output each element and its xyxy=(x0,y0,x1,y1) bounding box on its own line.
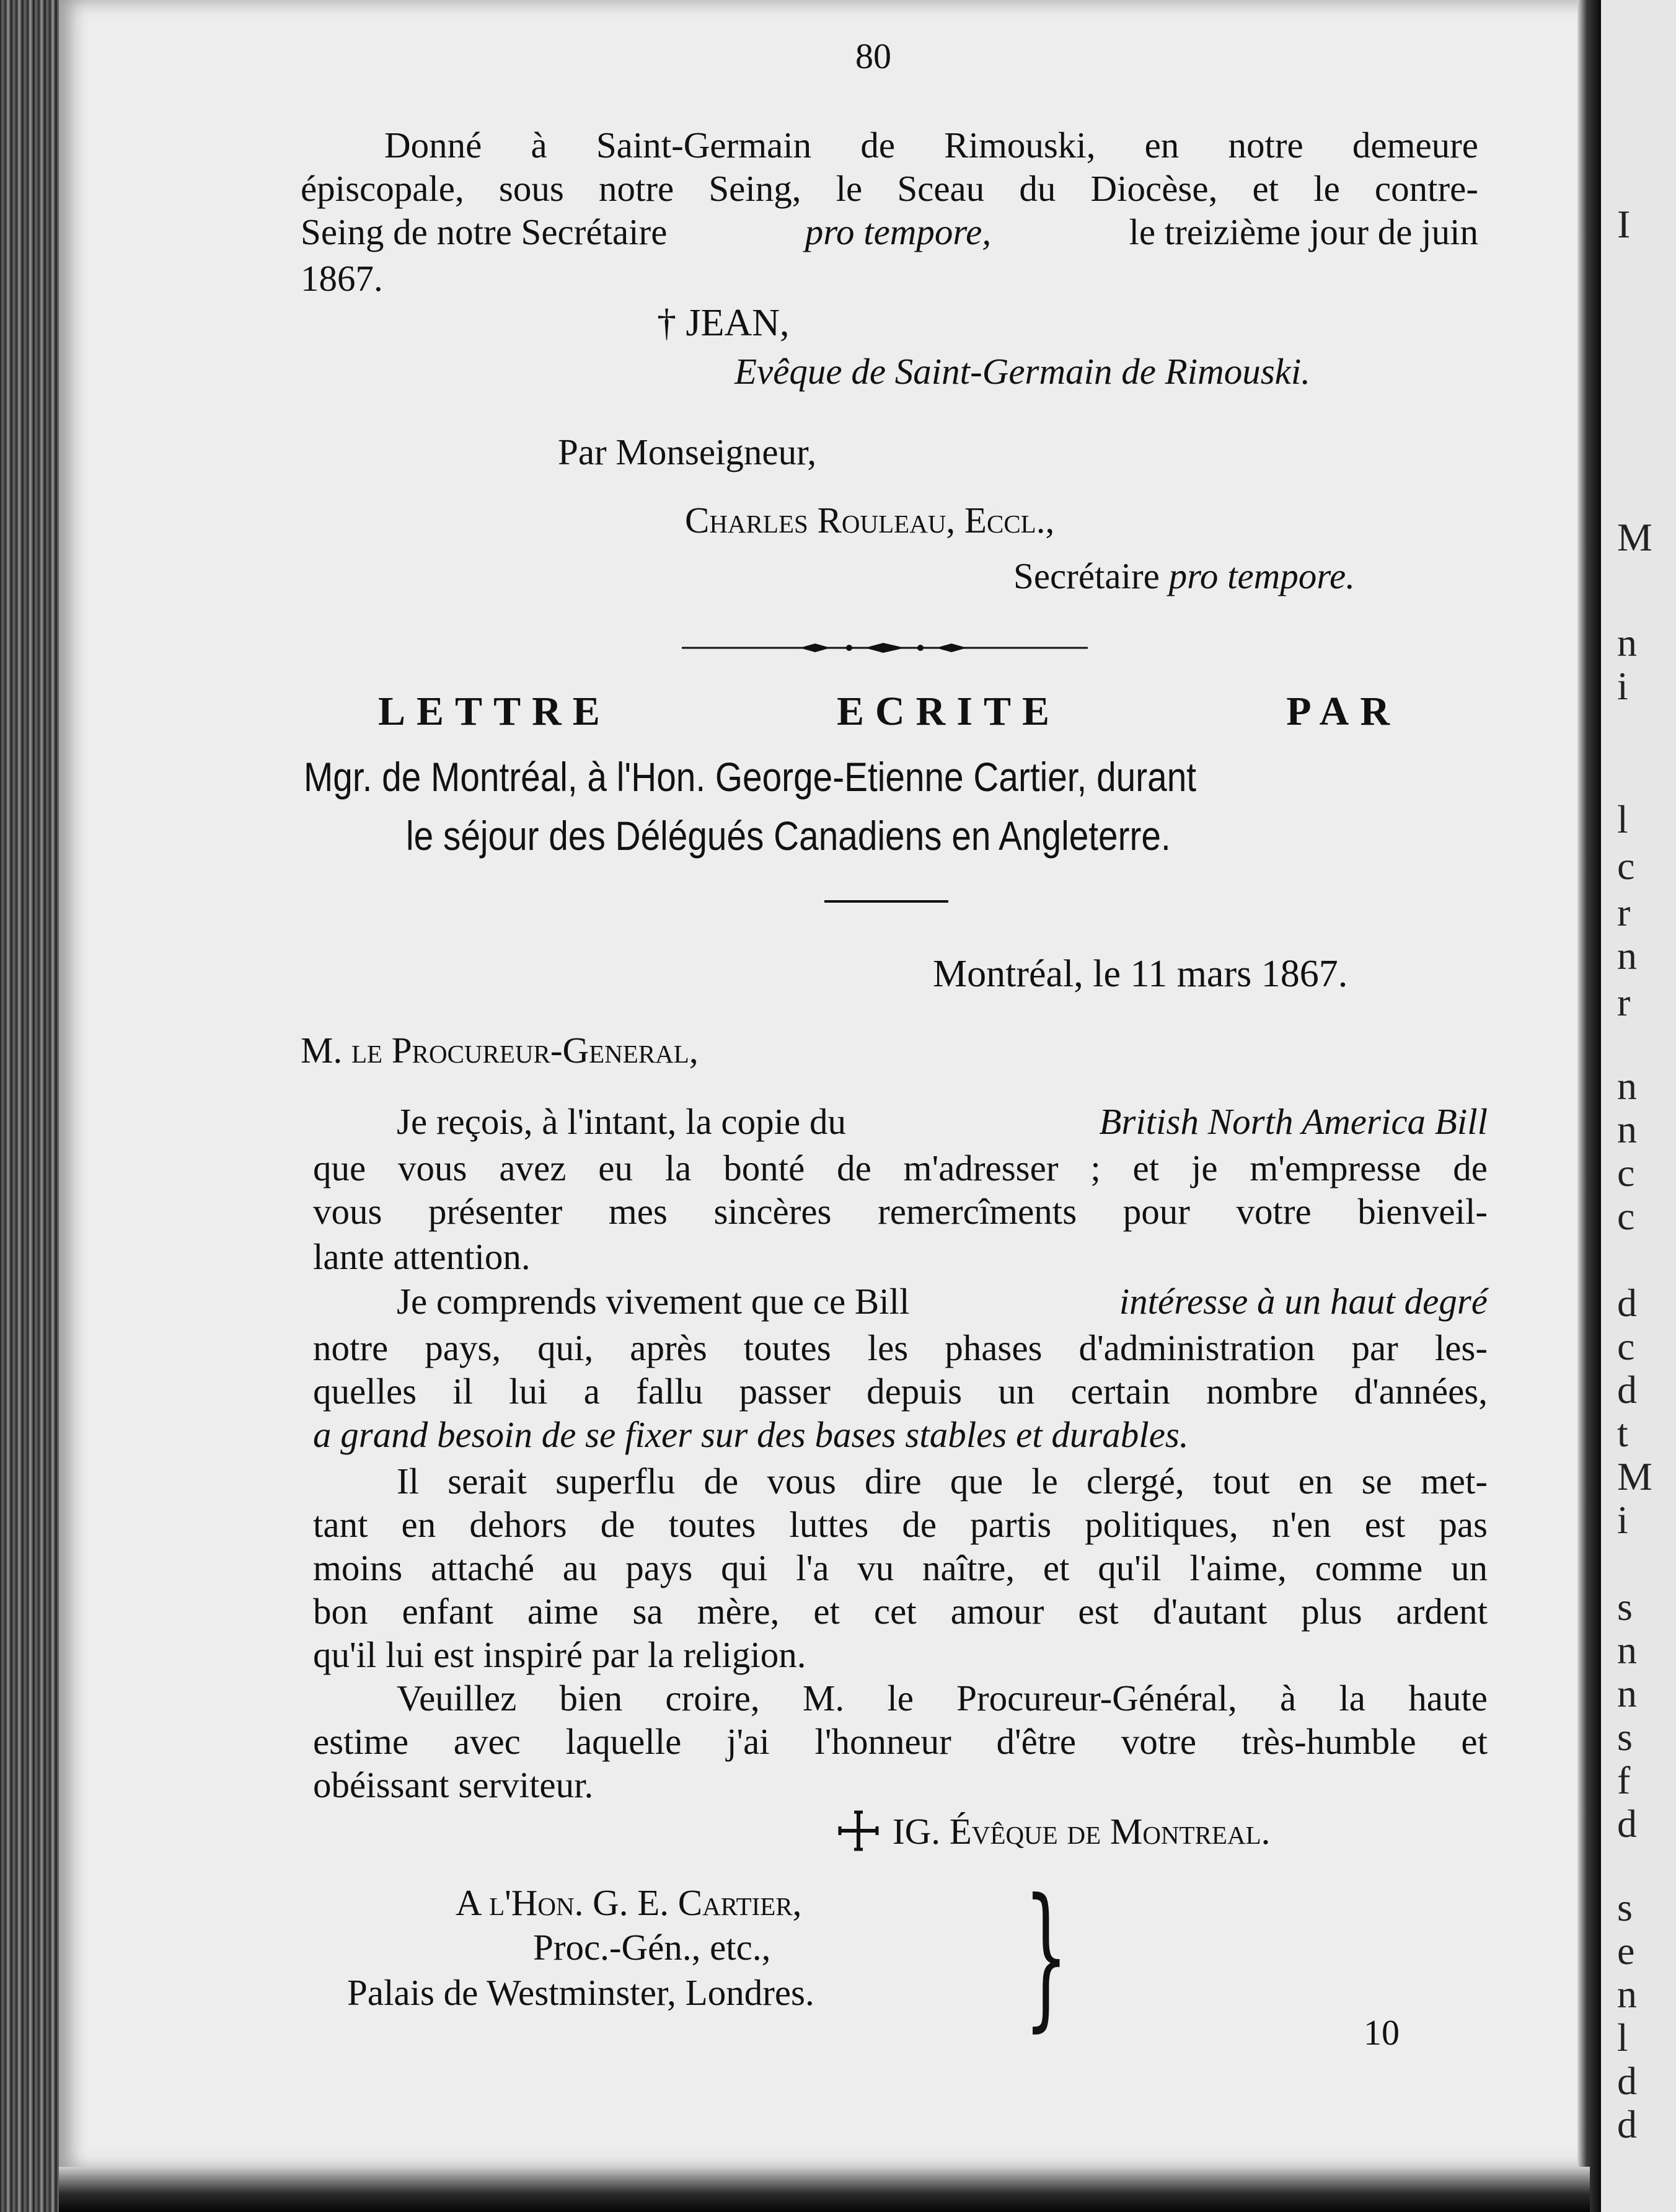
next-page-letter: M xyxy=(1617,1454,1652,1498)
next-page-letter: c xyxy=(1617,1324,1635,1368)
cosigner-title-italic: pro tempore. xyxy=(1168,555,1355,596)
letter-subheading-2: le séjour des Délégués Canadiens en Angleterre. xyxy=(406,813,1171,859)
p1-line-1-text: Je reçois, à l'intant, la copie du xyxy=(397,1101,846,1142)
next-page-letter: r xyxy=(1617,890,1631,934)
letter-heading: LETTRE ECRITE PAR xyxy=(378,689,1401,734)
letter-subheading-1: Mgr. de Montréal, à l'Hon. George-Etienne Cartier, durant xyxy=(304,754,1197,800)
next-page-fragment xyxy=(1601,0,1676,2212)
p1-line-2: que vous avez eu la bonté de m'adresser ; et je m'empresse de xyxy=(313,1148,1488,1188)
address-brace: } xyxy=(1024,1865,1069,2046)
p4-line-2: estime avec laquelle j'ai l'honneur d'être votre très-humble et xyxy=(313,1721,1488,1762)
next-page-letter: d xyxy=(1617,1281,1637,1325)
next-page-letter: d xyxy=(1617,2059,1637,2103)
next-page-letter: c xyxy=(1617,1151,1635,1195)
short-rule xyxy=(824,900,948,903)
p3-line-2: tant en dehors de toutes luttes de partis politiques, n'en est pas xyxy=(313,1504,1488,1545)
address-line-3: Palais de Westminster, Londres. xyxy=(347,1972,814,2013)
next-page-letter: M xyxy=(1617,515,1652,559)
closing-line-3-prefix: Seing de notre Secrétaire xyxy=(301,211,668,252)
p2-line-4: a grand besoin de se fixer sur des bases stables et durables. xyxy=(313,1414,1189,1455)
par-monseigneur: Par Monseigneur, xyxy=(558,431,817,472)
address-line-2: Proc.-Gén., etc., xyxy=(533,1927,771,1968)
next-page-letter: n xyxy=(1617,934,1637,978)
p4-line-1: Veuillez bien croire, M. le Procureur-Général, à la haute xyxy=(397,1678,1488,1719)
ornamental-separator xyxy=(682,642,1088,654)
signature-mark: 10 xyxy=(1364,2012,1400,2053)
address-line-1: A l'Hon. G. E. Cartier, xyxy=(456,1882,802,1923)
gutter-shadow xyxy=(1577,0,1601,2212)
p4-line-3: obéissant serviteur. xyxy=(313,1764,594,1805)
next-page-letter: s xyxy=(1617,1715,1633,1759)
bottom-shadow xyxy=(59,2167,1590,2212)
next-page-letter: r xyxy=(1617,980,1631,1024)
p2-line-1 xyxy=(397,1283,1488,1320)
next-page-letter: c xyxy=(1617,1194,1635,1238)
closing-line-4: 1867. xyxy=(301,258,383,299)
next-page-letter: l xyxy=(1617,797,1628,841)
p3-line-1: Il serait superflu de vous dire que le clergé, tout en se met- xyxy=(397,1461,1488,1502)
next-page-letter: c xyxy=(1617,844,1635,888)
p3-line-4: bon enfant aime sa mère, et cet amour est d'autant plus ardent xyxy=(313,1591,1488,1632)
next-page-letter: f xyxy=(1617,1758,1631,1802)
next-page-letter: i xyxy=(1617,664,1628,708)
closing-line-3-suffix: le treizième jour de juin xyxy=(1129,211,1478,252)
p2-line-1-italic: intéresse à un haut degré xyxy=(1119,1281,1488,1322)
next-page-letter: n xyxy=(1617,1972,1637,2016)
next-page-letter: n xyxy=(1617,1107,1637,1151)
p1-line-1 xyxy=(397,1101,1488,1142)
p3-line-5: qu'il lui est inspiré par la religion. xyxy=(313,1634,806,1675)
next-page-letter: i xyxy=(1617,1498,1628,1542)
next-page-letter: s xyxy=(1617,1585,1633,1629)
cosigner-title-prefix: Secrétaire xyxy=(1013,555,1160,596)
p2-line-3: quelles il lui a fallu passer depuis un certain nombre d'années, xyxy=(313,1371,1488,1412)
episcopal-cross-icon xyxy=(837,1809,880,1852)
next-page-letter: l xyxy=(1617,2015,1628,2059)
next-page-letter: n xyxy=(1617,1628,1637,1672)
next-page-letter: n xyxy=(1617,621,1637,665)
next-page-letter: d xyxy=(1617,2102,1637,2146)
p2-line-2: notre pays, qui, après toutes les phases d'administration par les- xyxy=(313,1327,1488,1368)
book-page xyxy=(59,0,1590,2170)
p2-line-1-text: Je comprends vivement que ce Bill xyxy=(397,1281,910,1322)
p3-line-3: moins attaché au pays qui l'a vu naître, et qu'il l'aime, comme un xyxy=(313,1547,1488,1588)
next-page-letter: s xyxy=(1617,1885,1633,1929)
cosigner-name: Charles Rouleau, Eccl., xyxy=(685,500,1055,541)
signature-jean: † JEAN, xyxy=(657,302,790,344)
dateline: Montréal, le 11 mars 1867. xyxy=(933,953,1348,995)
closing-line-2: épiscopale, sous notre Seing, le Sceau du Diocèse, et le contre- xyxy=(301,168,1478,209)
next-page-letter: n xyxy=(1617,1671,1637,1715)
p1-line-4: lante attention. xyxy=(313,1236,531,1277)
closing-line-3 xyxy=(301,211,1478,252)
next-page-letter: n xyxy=(1617,1064,1637,1108)
closing-line-3-italic: pro tempore, xyxy=(805,211,992,252)
p1-line-3: vous présenter mes sincères remercîments pour votre bienveil- xyxy=(313,1191,1488,1232)
next-page-letter: d xyxy=(1617,1802,1637,1846)
next-page-letter: t xyxy=(1617,1411,1628,1455)
cosigner-title xyxy=(1013,555,1355,596)
bishop-signature: IG. Évêque de Montreal. xyxy=(893,1811,1271,1852)
p1-line-1-italic: British North America Bill xyxy=(1099,1101,1488,1142)
signature-jean-title: Evêque de Saint-Germain de Rimouski. xyxy=(734,351,1310,392)
closing-line-1: Donné à Saint-Germain de Rimouski, en notre demeure xyxy=(384,125,1478,166)
next-page-letter: e xyxy=(1617,1929,1635,1973)
next-page-letter: d xyxy=(1617,1368,1637,1412)
page-number: 80 xyxy=(855,36,891,76)
salutation: M. le Procureur-General, xyxy=(301,1030,699,1071)
next-page-letter: I xyxy=(1617,202,1631,246)
